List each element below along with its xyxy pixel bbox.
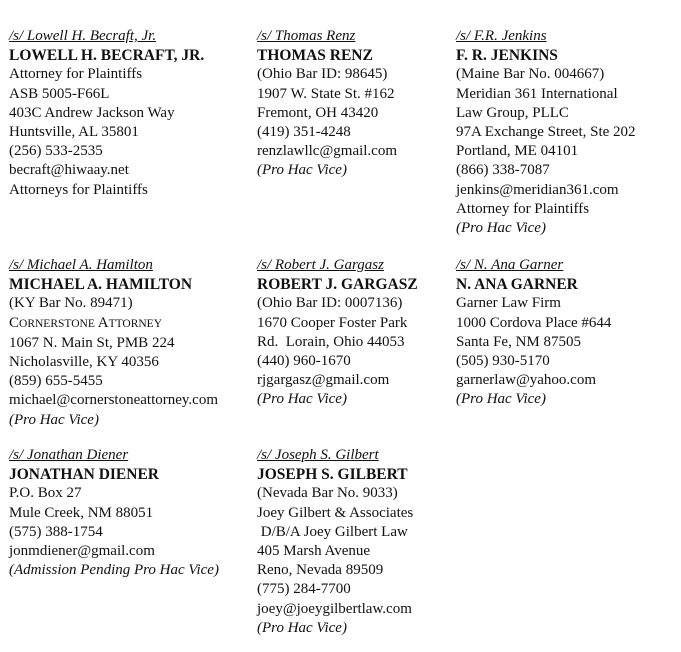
attorney-role: Attorney for Plaintiffs — [456, 200, 590, 217]
firm-initial: C — [9, 314, 20, 331]
email: rjgargasz@gmail.com — [257, 372, 390, 389]
email: michael@cornerstoneattorney.com — [9, 392, 219, 409]
signature: /s/ N. Ana Garner — [456, 257, 564, 273]
street-address: 1670 Cooper Foster Park — [257, 314, 408, 331]
bar-number: (Nevada Bar No. 9033) — [257, 485, 398, 502]
attorney-block-becraft — [9, 27, 249, 200]
attorney-name: N. ANA GARNER — [456, 276, 578, 294]
bar-number: (Maine Bar No. 004667) — [456, 66, 605, 83]
city-state-zip: Nicholasville, KY 40356 — [9, 354, 159, 371]
phone: (256) 533-2535 — [9, 143, 103, 160]
pro-hac-vice: (Admission Pending Pro Hac Vice) — [9, 562, 219, 579]
email: joey@joeygilbertlaw.com — [257, 600, 412, 617]
attorney-block-gilbert — [257, 446, 497, 638]
po-box: P.O. Box 27 — [9, 485, 82, 502]
firm-name: Garner Law Firm — [456, 295, 561, 312]
firm-rest: ORNERSTONE — [19, 317, 98, 330]
signature: /s/ Lowell H. Becraft, Jr. — [9, 28, 157, 44]
bar-number: ASB 5005-F66L — [9, 85, 110, 102]
signature: /s/ F.R. Jenkins — [456, 28, 547, 44]
attorney-name: LOWELL H. BECRAFT, JR. — [9, 47, 205, 65]
pro-hac-vice: (Pro Hac Vice) — [9, 411, 99, 428]
phone: (419) 351-4248 — [257, 124, 351, 141]
phone: (575) 388-1754 — [9, 523, 103, 540]
city-state-zip: Fremont, OH 43420 — [257, 104, 379, 121]
bar-number: (Ohio Bar ID: 0007136) — [257, 295, 403, 312]
pro-hac-vice: (Pro Hac Vice) — [456, 220, 546, 237]
attorney-name: MICHAEL A. HAMILTON — [9, 276, 193, 294]
attorney-block-garner — [456, 256, 681, 410]
signature: /s/ Michael A. Hamilton — [9, 257, 153, 273]
firm-dba: D/B/A Joey Gilbert Law — [257, 523, 408, 540]
city-state-zip: Rd. Lorain, Ohio 44053 — [257, 333, 405, 350]
attorney-name: JOSEPH S. GILBERT — [257, 466, 408, 484]
firm-rest: TTORNEY — [108, 317, 163, 330]
firm-name-cont: Law Group, PLLC — [456, 104, 569, 121]
bar-number: (KY Bar No. 89471) — [9, 295, 133, 312]
pro-hac-vice: (Pro Hac Vice) — [257, 391, 347, 408]
street-address: 403C Andrew Jackson Way — [9, 104, 175, 121]
city-state-zip: Portland, ME 04101 — [456, 143, 579, 160]
city-state-zip: Huntsville, AL 35801 — [9, 124, 139, 141]
city-state-zip: Santa Fe, NM 87505 — [456, 333, 581, 350]
street-address: 1067 N. Main St, PMB 224 — [9, 334, 175, 351]
attorney-role: Attorneys for Plaintiffs — [9, 181, 148, 198]
phone: (440) 960-1670 — [257, 353, 351, 370]
email: renzlawllc@gmail.com — [257, 143, 398, 160]
email: jonmdiener@gmail.com — [9, 543, 155, 560]
phone: (866) 338-7087 — [456, 162, 550, 179]
signature: /s/ Robert J. Gargasz — [257, 257, 384, 273]
bar-number: (Ohio Bar ID: 98645) — [257, 66, 388, 83]
email: jenkins@meridian361.com — [456, 181, 619, 198]
pro-hac-vice: (Pro Hac Vice) — [456, 391, 546, 408]
firm-initial: A — [97, 314, 109, 331]
street-address: 405 Marsh Avenue — [257, 543, 371, 560]
firm-name — [9, 314, 249, 334]
phone: (859) 655-5455 — [9, 373, 103, 390]
attorney-block-diener — [9, 446, 249, 580]
firm-name: Joey Gilbert & Associates — [257, 504, 414, 521]
pro-hac-vice: (Pro Hac Vice) — [257, 162, 347, 179]
attorney-block-jenkins — [456, 27, 681, 238]
signature: /s/ Joseph S. Gilbert — [257, 447, 379, 463]
city-state-zip: Reno, Nevada 89509 — [257, 562, 384, 579]
street-address: 97A Exchange Street, Ste 202 — [456, 124, 636, 141]
email: becraft@hiwaay.net — [9, 162, 129, 179]
attorney-block-hamilton — [9, 256, 249, 430]
street-address: 1000 Cordova Place #644 — [456, 314, 612, 331]
phone: (505) 930-5170 — [456, 353, 550, 370]
signature: /s/ Jonathan Diener — [9, 447, 129, 463]
attorney-name: THOMAS RENZ — [257, 47, 373, 65]
attorney-role: Attorney for Plaintiffs — [9, 66, 143, 83]
city-state-zip: Mule Creek, NM 88051 — [9, 504, 154, 521]
street-address: 1907 W. State St. #162 — [257, 85, 395, 102]
phone: (775) 284-7700 — [257, 581, 351, 598]
pro-hac-vice: (Pro Hac Vice) — [257, 619, 347, 636]
attorney-name: F. R. JENKINS — [456, 47, 558, 65]
email: garnerlaw@yahoo.com — [456, 372, 597, 389]
firm-name: Meridian 361 International — [456, 85, 618, 102]
attorney-name: ROBERT J. GARGASZ — [257, 276, 418, 294]
attorney-name: JONATHAN DIENER — [9, 466, 159, 484]
signature: /s/ Thomas Renz — [257, 28, 356, 44]
